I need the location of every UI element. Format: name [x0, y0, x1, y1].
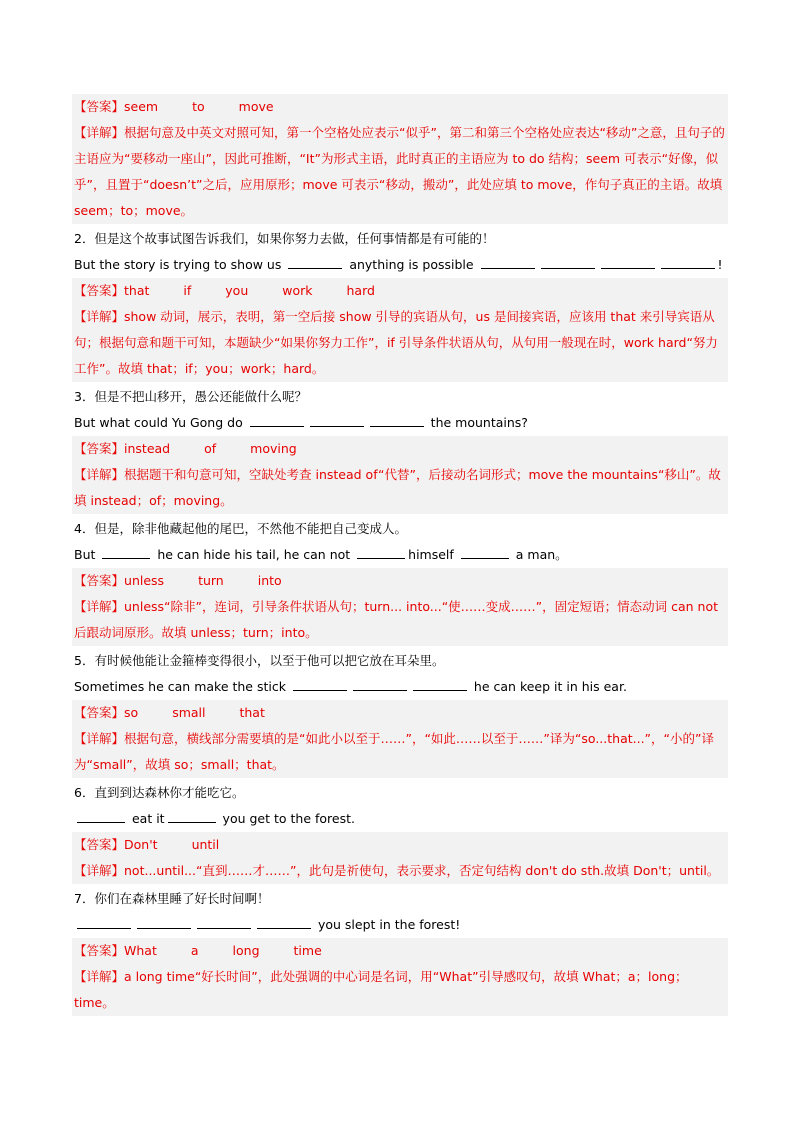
explanation-3: 【详解】根据题干和句意可知，空缺处考查 instead of“代替”，后接动名词形式；move the mountains“移山”。故填 instead；of；moving。 [72, 462, 728, 514]
explanation-2: 【详解】show 动词，展示，表明，第一空后接 show 引导的宾语从句，us 是间接宾语，应该用 that 来引导宾语从句；根据句意和题干可知，本题缺少“如果你努力工作”，if 引导条件状语从句，从句用一般现在时，work hard“努力工作”。故填 that；if；you；work；hard。 [72, 304, 728, 382]
question-2-en: But the story is trying to show us anything is possible ! [74, 257, 723, 272]
answer-6: 【答案】Don't until [72, 832, 728, 858]
question-3-cn: 3．但是不把山移开，愚公还能做什么呢？ [74, 389, 307, 404]
question-7-en: you slept in the forest! [72, 912, 728, 938]
answer-7: 【答案】What a long time [72, 938, 728, 964]
question-3-en: But what could Yu Gong do the mountains? [74, 415, 528, 430]
worksheet-page [72, 94, 728, 1018]
answer-3: 【答案】instead of moving [72, 436, 728, 462]
answer-2: 【答案】that if you work hard [72, 278, 728, 304]
explanation-4: 【详解】unless“除非”，连词，引导条件状语从句；turn... into...“使……变成……”，固定短语；情态动词 can not 后跟动词原形。故填 unless；turn；into。 [72, 594, 728, 646]
question-4-cn: 4．但是，除非他藏起他的尾巴，不然他不能把自己变成人。 [74, 521, 407, 536]
question-7-cn: 7．你们在森林里睡了好长时间啊！ [74, 891, 270, 906]
answer-5: 【答案】so small that [72, 700, 728, 726]
question-5-en: Sometimes he can make the stick he can keep it in his ear. [74, 679, 627, 694]
explanation-1: 【详解】根据句意及中英文对照可知，第一个空格处应表示“似乎”，第二和第三个空格处应表达“移动”之意，且句子的主语应为“要移动一座山”，因此可推断，“It”为形式主语，此时真正的主语应为 to do 结构；seem 可表示“好像，似乎”，且置于“doesn’t”之后，应用原形；move 可表示“移动，搬动”，此处应填 to move，作句子真正的主语。故填 seem；to；move。 [72, 120, 728, 224]
answer-4: 【答案】unless turn into [72, 568, 728, 594]
answer-1: 【答案】seem to move [72, 94, 728, 120]
question-6-en: eat it you get to the forest. [72, 806, 728, 832]
question-5-cn: 5．有时候他能让金箍棒变得很小，以至于他可以把它放在耳朵里。 [74, 653, 445, 668]
question-4-en: But he can hide his tail, he can not himself a man。 [74, 547, 568, 562]
question-6-cn: 6．直到到达森林你才能吃它。 [74, 785, 245, 800]
explanation-5: 【详解】根据句意，横线部分需要填的是“如此小以至于……”，“如此……以至于……”译为“so...that...”，“小的”译为“small”，故填 so；small；that。 [72, 726, 728, 778]
explanation-6: 【详解】not...until...“直到……才……”，此句是祈使句，表示要求，否定句结构 don't do sth.故填 Don't；until。 [72, 858, 728, 884]
explanation-7: 【详解】a long time“好长时间”，此处强调的中心词是名词，用“What”引导感叹句，故填 What；a；long；time。 [72, 964, 728, 1016]
question-2-cn: 2．但是这个故事试图告诉我们，如果你努力去做，任何事情都是有可能的！ [74, 231, 495, 246]
